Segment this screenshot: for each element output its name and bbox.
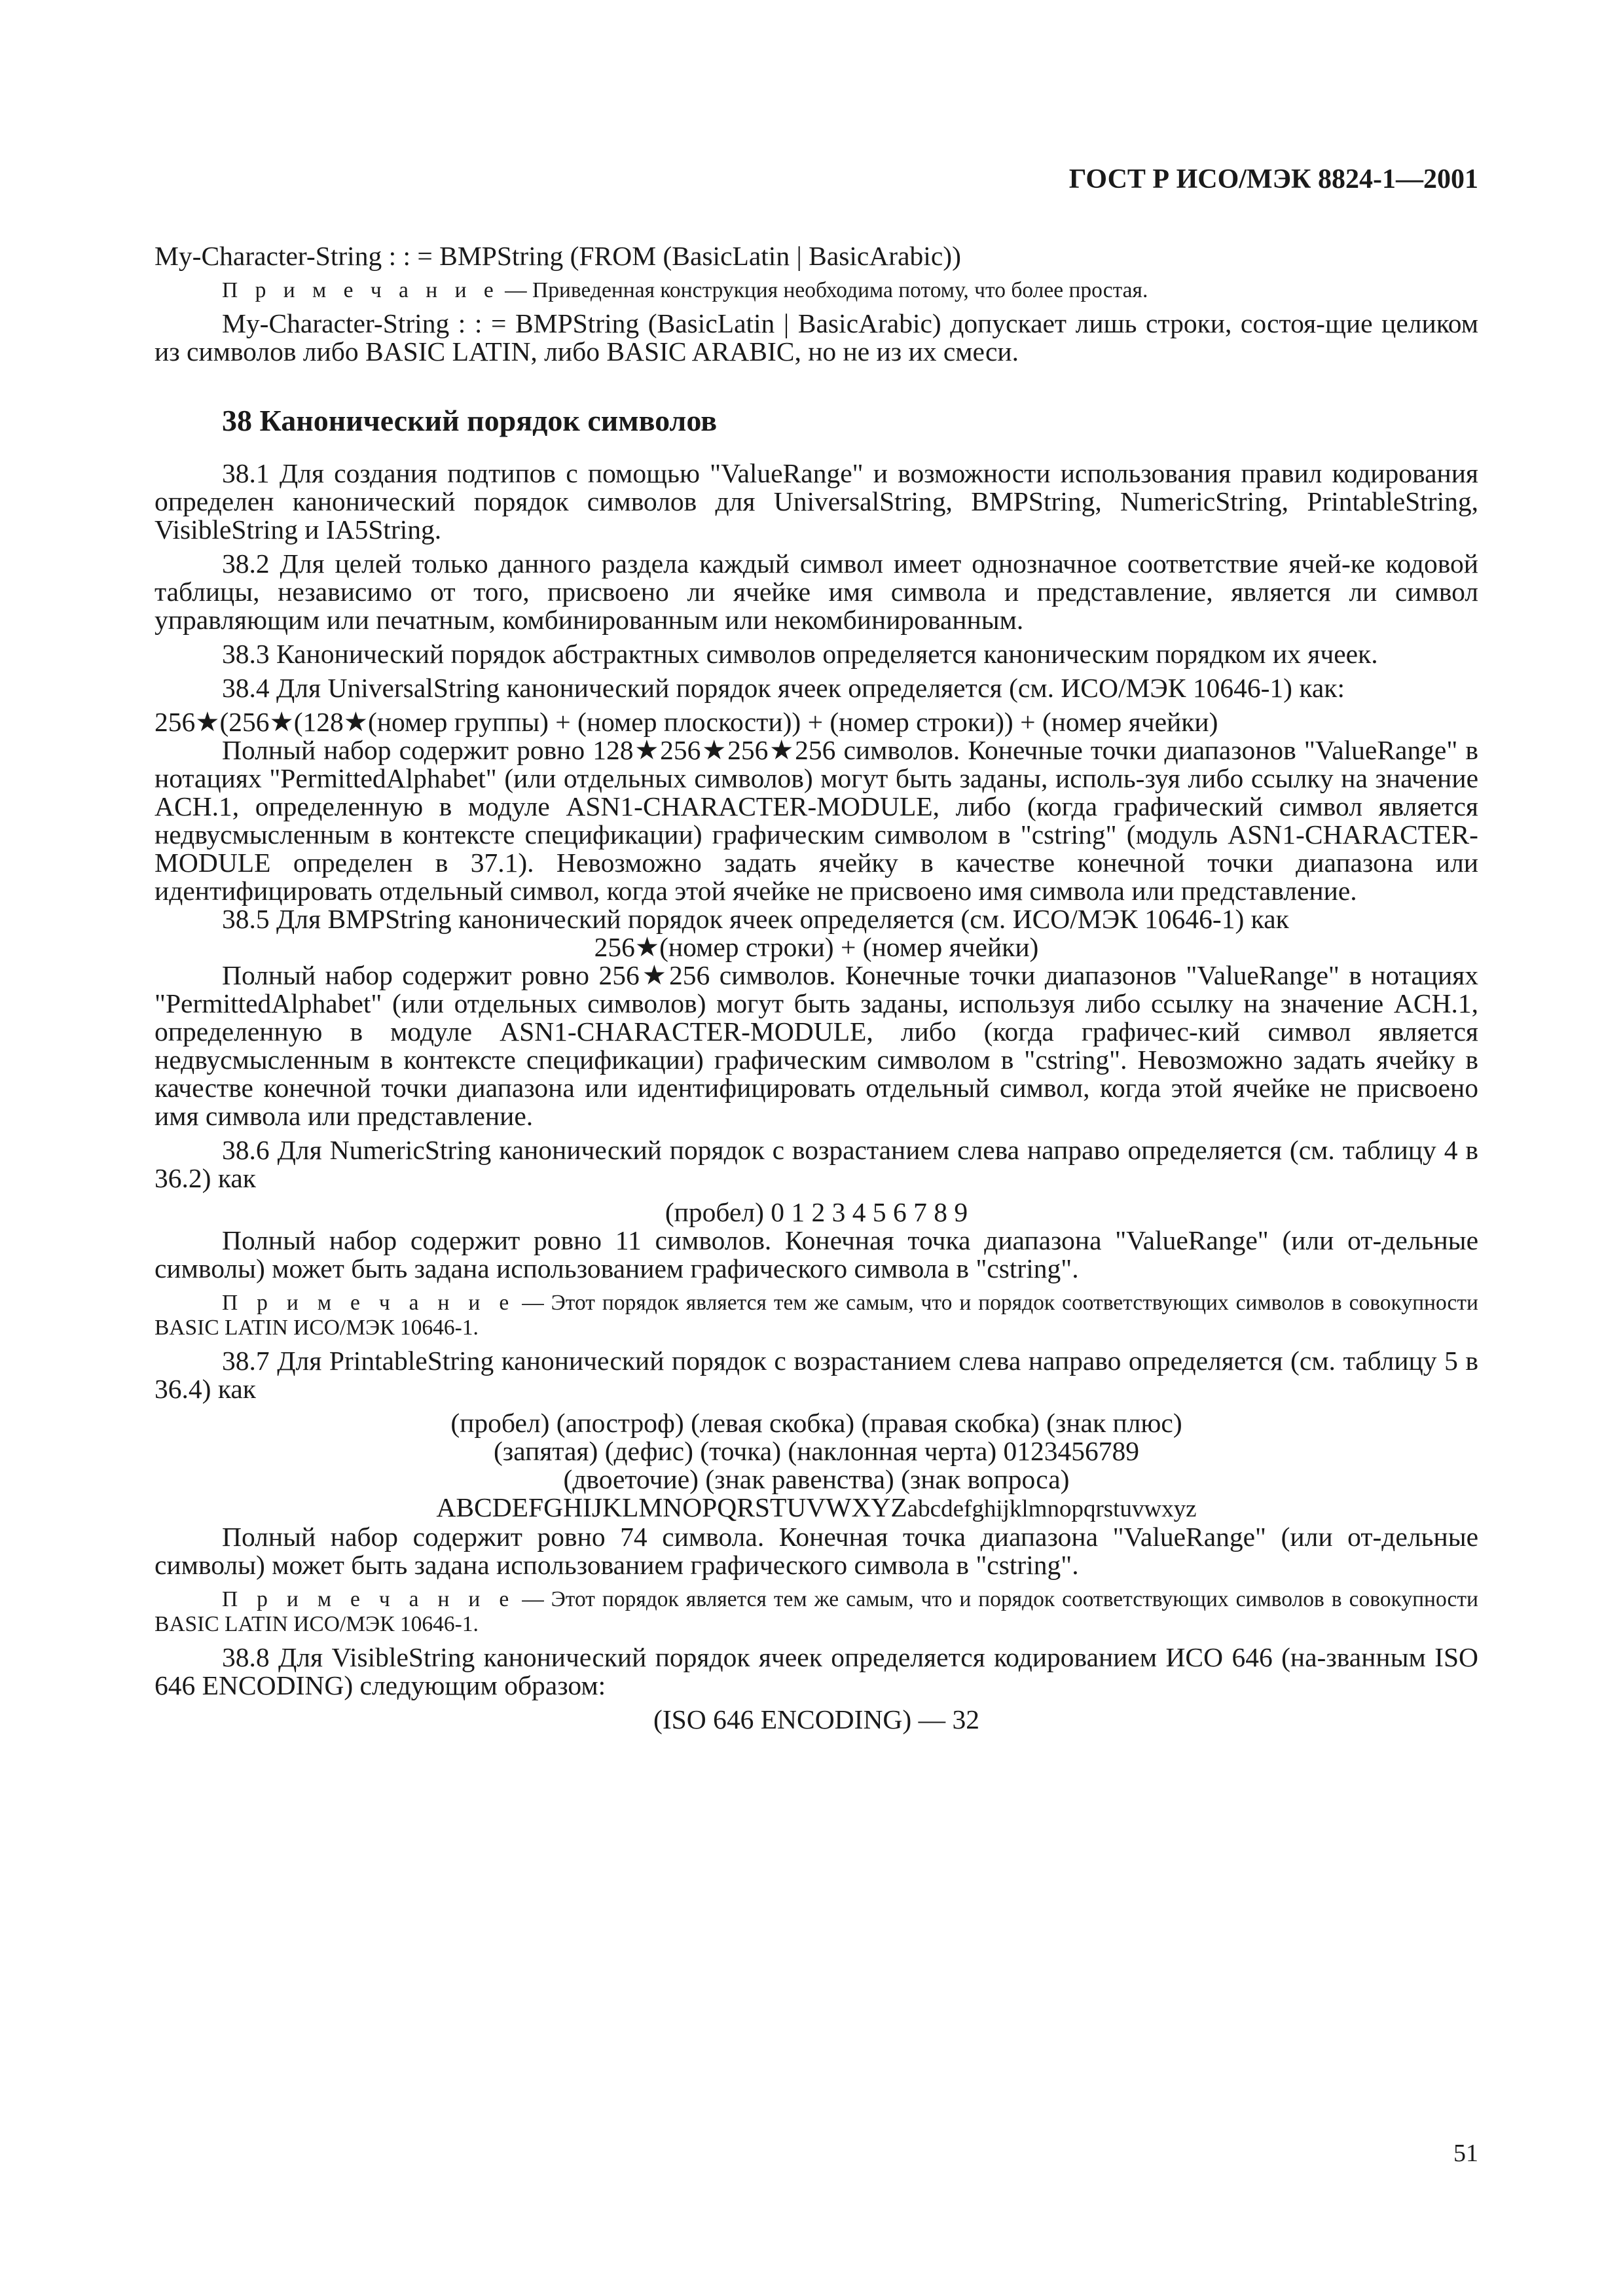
section-title: 38 Канонический порядок символов	[222, 404, 718, 437]
code-line: My-Character-String : : = BMPString (FROM (BasicLatin | BasicArabic))	[155, 241, 961, 271]
note-label: П р и м е ч а н и е	[222, 278, 500, 302]
formula-printable-line-1: (пробел) (апостроф) (левая скобка) (правая скобка) (знак плюс)	[450, 1408, 1182, 1438]
document-page	[155, 0, 1478, 2296]
document-header: ГОСТ Р ИСО/МЭК 8824-1—2001	[1068, 164, 1478, 194]
formula-printable-line-2: (запятая) (дефис) (точка) (наклонная черта) 0123456789	[493, 1436, 1140, 1466]
paragraph-38-2: 38.2 Для целей только данного раздела каждый символ имеет однозначное соответствие ячей-ке кодовой таблицы, независимо от того, присвоено ли ячейке имя символа и представление, является ли символ управляющим или печатным, комбинированным или некомбинированным.	[155, 548, 1478, 635]
note-label: П р и м е ч а н и е	[222, 1587, 515, 1611]
note-text: — Этот порядок является тем же самым, что и порядок соответствующих символов в совокупности BASIC LATIN ИСО/МЭК 10646-1.	[155, 1587, 1478, 1636]
formula-universal: 256★(256★(128★(номер группы) + (номер плоскости)) + (номер строки)) + (номер ячейки)	[155, 707, 1218, 737]
paragraph-38-3: 38.3 Канонический порядок абстрактных символов определяется каноническим порядком их ячеек.	[222, 639, 1378, 669]
formula-bmp: 256★(номер строки) + (номер ячейки)	[594, 932, 1039, 962]
paragraph-38-7: 38.7 Для PrintableString канонический порядок с возрастанием слева направо определяется (см. таблицу 5 в 36.4) как	[155, 1346, 1478, 1404]
note	[155, 1587, 1478, 1637]
uppercase-letters: ABCDEFGHIJKLMNOPQRSTUVWXYZ	[436, 1492, 907, 1522]
note-text: — Приведенная конструкция необходима потому, что более простая.	[499, 278, 1148, 302]
formula-printable-line-3: (двоеточие) (знак равенства) (знак вопроса)	[563, 1464, 1070, 1494]
paragraph-38-5-continued: Полный набор содержит ровно 256★256 символов. Конечные точки диапазонов "ValueRange" в нотациях "PermittedAlphabet" (или отдельных символов) могут быть заданы, используя либо ссылку на значение ACH.1, определенную в модуле ASN1-CHARACTER-MODULE, либо (когда графичес-кий символ является недвусмысленным в контексте спецификации) графическим символом в "cstring". Невозможно задать ячейку в качестве конечной точки диапазона или идентифицировать отдельный символ, когда этой ячейке не присвоено имя символа или представление.	[155, 960, 1478, 1131]
paragraph-38-6-continued: Полный набор содержит ровно 11 символов. Конечная точка диапазона "ValueRange" (или от-дельные символы) может быть задана использованием графического символа в "cstring".	[155, 1225, 1478, 1283]
note	[155, 1291, 1478, 1340]
note	[155, 278, 1478, 303]
note-text: — Этот порядок является тем же самым, что и порядок соответствующих символов в совокупности BASIC LATIN ИСО/МЭК 10646-1.	[155, 1291, 1478, 1340]
note-label: П р и м е ч а н и е	[222, 1291, 515, 1315]
paragraph-38-7-continued: Полный набор содержит ровно 74 символа. Конечная точка диапазона "ValueRange" (или от-дельные символы) может быть задана использованием графического символа в "cstring".	[155, 1522, 1478, 1580]
paragraph-38-8: 38.8 Для VisibleString канонический порядок ячеек определяется кодированием ИСО 646 (на-званным ISO 646 ENCODING) следующим образом:	[155, 1642, 1478, 1700]
paragraph-38-4: 38.4 Для UniversalString канонический порядок ячеек определяется (см. ИСО/МЭК 10646-1) как:	[222, 673, 1345, 703]
paragraph-38-4-continued: Полный набор содержит ровно 128★256★256★256 символов. Конечные точки диапазонов "ValueRange" в нотациях "PermittedAlphabet" (или отдельных символов) могут быть заданы, исполь-зуя либо ссылку на значение ACH.1, определенную в модуле ASN1-CHARACTER-MODULE, либо (когда графический символ является недвусмысленным в контексте спецификации) графическим символом в "cstring" (модуль ASN1-CHARACTER-MODULE определен в 37.1). Невозможно задать ячейку в качестве конечной точки диапазона или идентифицировать отдельный символ, когда этой ячейке не присвоено имя символа или представление.	[155, 735, 1478, 906]
page-number: 51	[1453, 2140, 1478, 2167]
formula-numeric: (пробел) 0 1 2 3 4 5 6 7 8 9	[665, 1197, 968, 1227]
paragraph-38-5: 38.5 Для BMPString канонический порядок ячеек определяется (см. ИСО/МЭК 10646-1) как	[222, 904, 1289, 934]
paragraph: My-Character-String : : = BMPString (BasicLatin | BasicArabic) допускает лишь строки, состоя-щие целиком из символов либо BASIC LATIN, либо BASIC ARABIC, но не из их смеси.	[155, 308, 1478, 367]
formula-visible: (ISO 646 ENCODING) — 32	[653, 1704, 979, 1734]
paragraph-38-6: 38.6 Для NumericString канонический порядок с возрастанием слева направо определяется (см. таблицу 4 в 36.2) как	[155, 1135, 1478, 1193]
paragraph-38-1: 38.1 Для создания подтипов с помощью "ValueRange" и возможности использования правил кодирования определен канонический порядок символов для UniversalString, BMPString, NumericString, PrintableString, VisibleString и IA5String.	[155, 458, 1478, 545]
document-body	[155, 242, 1478, 1734]
lowercase-letters: abcdefghijklmnopqrstuvwxyz	[907, 1496, 1197, 1522]
formula-printable-line-4	[155, 1494, 1478, 1523]
